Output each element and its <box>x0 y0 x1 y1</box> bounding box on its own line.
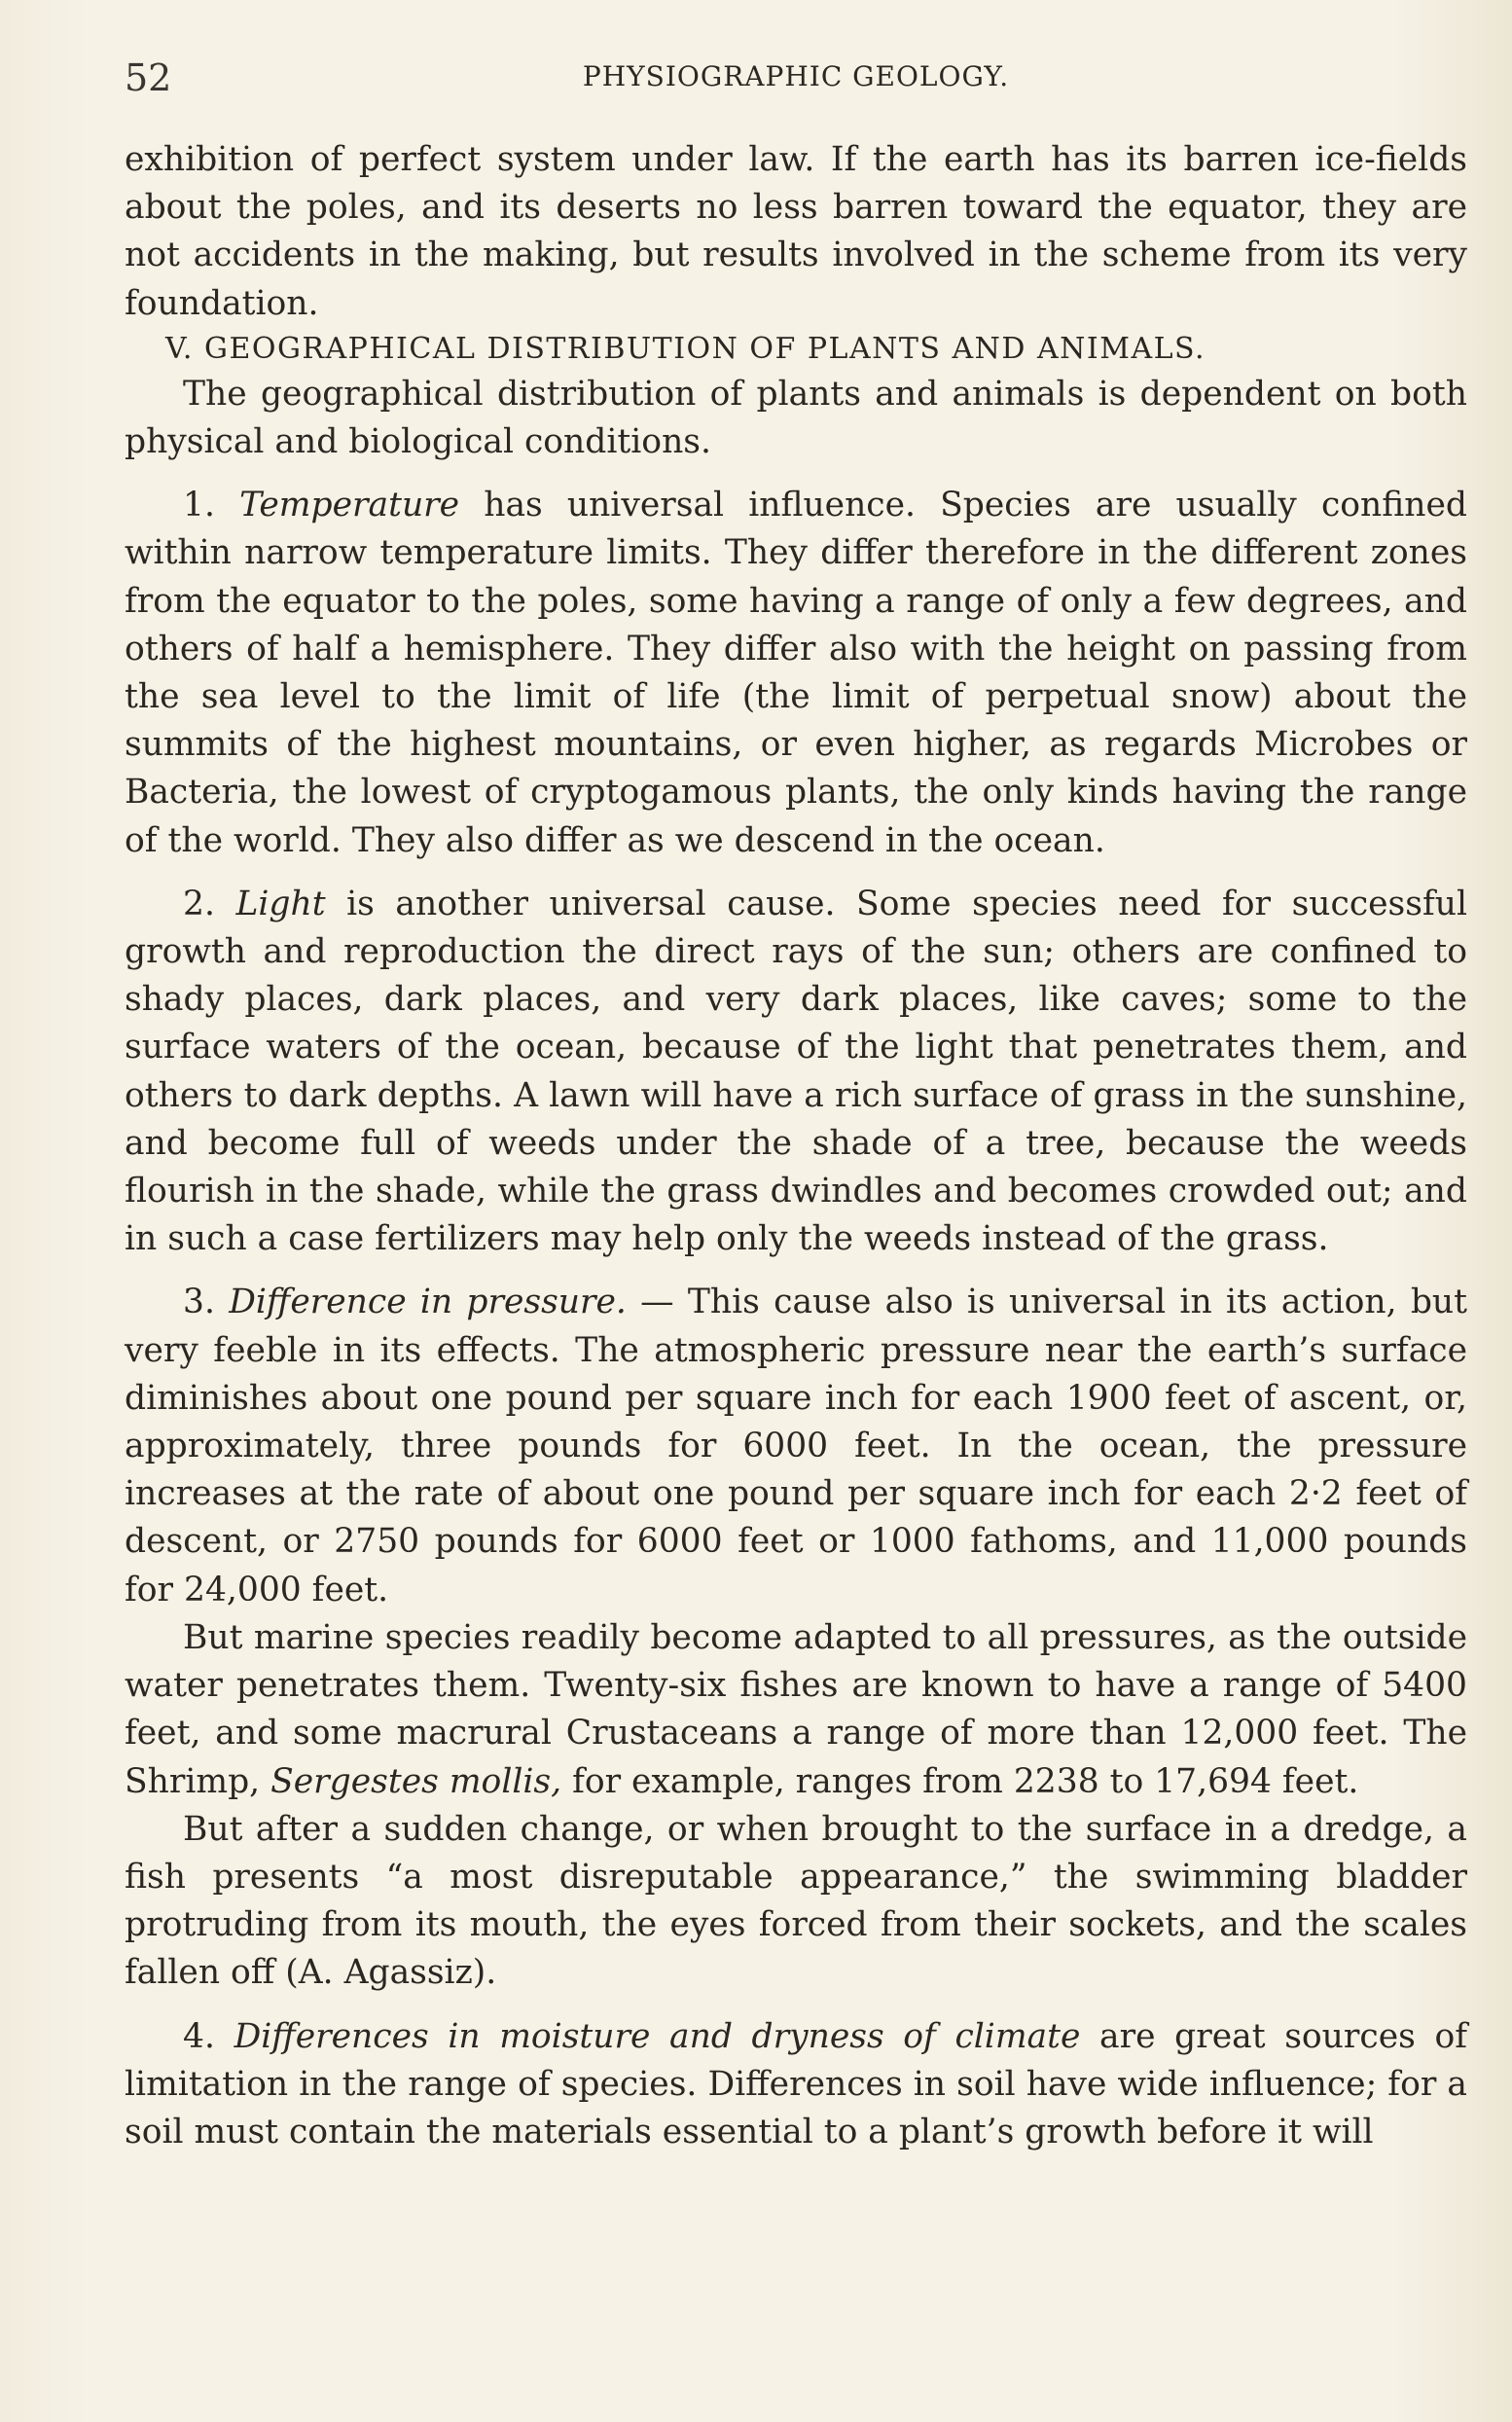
item-term: Temperature <box>239 486 460 525</box>
body-text <box>125 136 1467 2156</box>
item-number: 2. <box>183 884 215 923</box>
paragraph-light <box>125 881 1467 1264</box>
item-term: Light <box>235 884 326 923</box>
paragraph-text: has universal influence. Species are usually confined within narrow temperature limits. They differ therefore in the different zones from the equator to the poles, some having a range of only a few degrees, and others of half a hemisphere. They differ also with the height on passing from the sea level to the limit of life (the limit of perpetual snow) about the summits of the highest mountains, or even higher, as regards Microbes or Bacteria, the lowest of cryptogamous plants, the only kinds having the range of the world. They also differ as we descend in the ocean. <box>125 486 1467 860</box>
paragraph-text: But marine species readily become adapted to all pressures, as the outside water penetrates them. Twenty-six fishes are known to have a range of 5400 feet, and some macrural Crustaceans a range of more than 12,000 feet. The Shrimp, <box>125 1617 1467 1801</box>
paragraph-text: are great sources of limitation in the range of species. Differences in soil have wide influence; for a soil must contain the materials essential to a plant’s growth before it will <box>125 2016 1468 2151</box>
species-name: Sergestes mollis, <box>270 1761 562 1801</box>
section-heading: V. GEOGRAPHICAL DISTRIBUTION OF PLANTS AND ANIMALS. <box>165 331 1206 366</box>
paragraph-text: exhibition of perfect system under law. If the earth has its barren ice-fields about the poles, and its deserts no less barren toward the equator, they are not accidents in the making, but results involved in the scheme from its very foundation. <box>125 140 1467 323</box>
item-term: Differences in moisture and dryness of climate <box>234 2016 1081 2056</box>
item-number: 3. <box>183 1283 215 1322</box>
paragraph-marine-species <box>125 1614 1467 1806</box>
paragraph-pressure <box>125 1279 1467 1613</box>
paragraph-intro <box>125 371 1467 466</box>
item-number: 1. <box>183 486 215 525</box>
paragraph-text: But after a sudden change, or when brought to the surface in a dredge, a fish presents “a most disreputable appearance,” the swimming bladder protruding from its mouth, the eyes forced from their sockets, and the scales fallen off (A. Agassiz). <box>125 1809 1467 1993</box>
paragraph-text: for example, ranges from 2238 to 17,694 feet. <box>572 1761 1359 1801</box>
paragraph-text: The geographical distribution of plants and animals is dependent on both physical and biological conditions. <box>125 374 1467 462</box>
page-header <box>125 56 1467 99</box>
paragraph-moisture <box>125 2013 1467 2157</box>
item-term: Difference in pressure. <box>229 1283 627 1322</box>
page-number: 52 <box>125 56 172 99</box>
paragraph-text: — This cause also is universal in its action, but very feeble in its effects. The atmospheric pressure near the earth’s surface diminishes about one pound per square inch for each 1900 feet of ascent, or, approximately, three pounds for 6000 feet. In the ocean, the pressure increases at the rate of about one pound per square inch for each 2·2 feet of descent, or 2750 pounds for 6000 feet or 1000 fathoms, and 11,000 pounds for 24,000 feet. <box>125 1283 1467 1609</box>
paragraph-text: is another universal cause. Some species need for successful growth and reproduction the direct rays of the sun; others are confined to shady places, dark places, and very dark places, like caves; some to the surface waters of the ocean, because of the light that penetrates them, and others to dark depths. A lawn will have a rich surface of grass in the sunshine, and become full of weeds under the shade of a tree, because the weeds flourish in the shade, while the grass dwindles and becomes crowded out; and in such a case fertilizers may help only the weeds instead of the grass. <box>125 884 1467 1259</box>
paragraph-continuation <box>125 136 1467 328</box>
item-number: 4. <box>183 2016 215 2056</box>
running-title: PHYSIOGRAPHIC GEOLOGY. <box>582 60 1010 92</box>
paragraph-temperature <box>125 482 1467 865</box>
paragraph-sudden-change <box>125 1806 1467 1998</box>
